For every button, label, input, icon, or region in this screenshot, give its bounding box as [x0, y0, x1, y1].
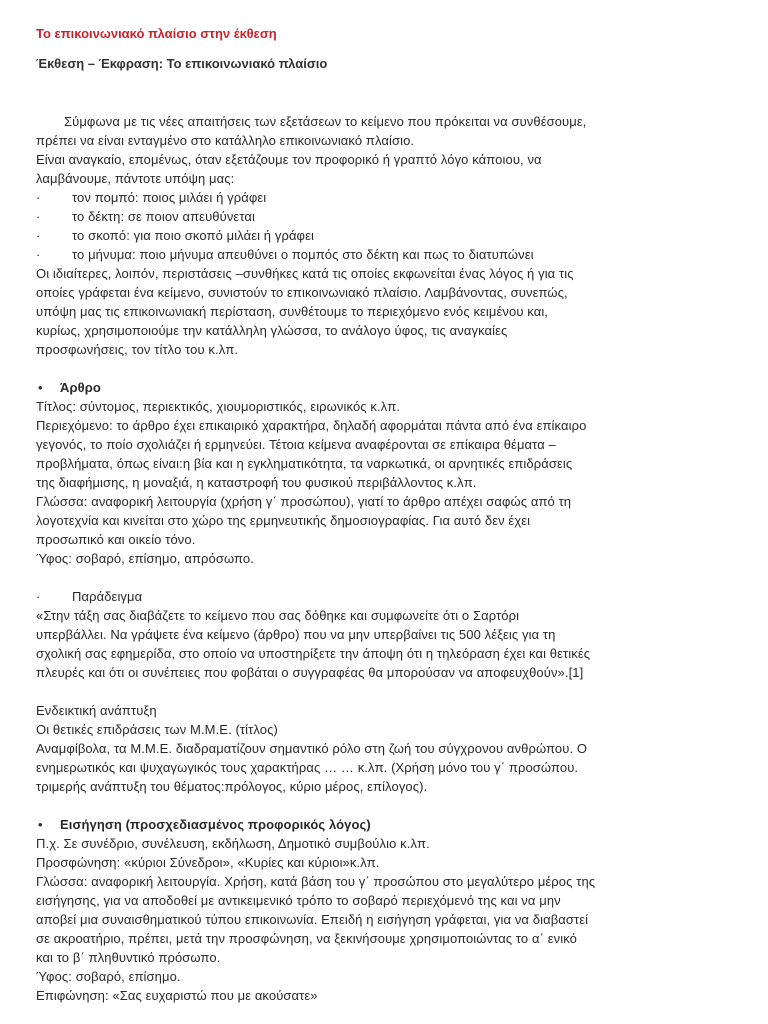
arthro-line: Γλώσσα: αναφορική λειτουργία (χρήση γ΄ προσώπου), γιατί το άρθρο απέχει σαφώς από τη [36, 494, 572, 509]
development-line: ενημερωτικός και ψυχαγωγικός τους χαρακτήρας … … κ.λπ. (Χρήση μόνο του γ΄ προσώπου. [36, 760, 579, 775]
arthro-line: Περιεχόμενο: το άρθρο έχει επικαιρικό χαρακτήρα, δηλαδή αφορμάται πάντα από ένα επίκαιρο [36, 418, 587, 433]
intro-paragraph-line: Οι ιδιαίτερες, λοιπόν, περιστάσεις –συνθήκες κατά τις οποίες εκφωνείται ένας λόγος ή για τις [36, 266, 574, 281]
list-item-text: το μήνυμα: ποιο μήνυμα απευθύνει ο πομπός στο δέκτη και πως το διατυπώνει [72, 247, 534, 262]
eisigisi-line: αποβεί μια συναισθηματικού τύπου επικοινωνία. Επειδή η εισήγηση γράφεται, για να διαβαστεί [36, 912, 589, 927]
arthro-line: γεγονός, το ποίο σχολιάζει ή ερμηνεύει. Τέτοια κείμενα αναφέρονται σε επίκαιρα θέματα – [36, 437, 556, 452]
example-line: πλευρές και ότι οι συνέπειες που φοβάται ο συγγραφέας θα μπορούσαν να αποφευχθούν».[1] [36, 665, 584, 680]
example-heading [36, 587, 746, 606]
intro-paragraph-line: προσφωνήσεις, τον τίτλο του κ.λπ. [36, 342, 239, 357]
section-heading-eisigisi [36, 815, 746, 834]
bullet-icon: · [36, 209, 41, 224]
example-line: «Στην τάξη σας διαβάζετε το κείμενο που σας δόθηκε και συμφωνείτε ότι ο Σαρτόρι [36, 608, 520, 623]
bullet-icon: · [36, 190, 41, 205]
intro-paragraph-line: Είναι αναγκαίο, επομένως, όταν εξετάζουμε τον προφορικό ή γραπτό λόγο κάποιου, να [36, 152, 542, 167]
bullet-icon: • [38, 380, 43, 395]
eisigisi-line: Προσφώνηση: «κύριοι Σύνεδροι», «Κυρίες και κύριοι»κ.λπ. [36, 855, 380, 870]
section-heading-text: Άρθρο [60, 380, 101, 395]
intro-paragraph-line: κυρίως, χρησιμοποιούμε την κατάλληλη γλώσσα, το ανάλογο ύφος, τις αναγκαίες [36, 323, 508, 338]
development-line: Οι θετικές επιδράσεις των Μ.Μ.Ε. (τίτλος) [36, 722, 278, 737]
example-line: σχολική σας εφημερίδα, στο οποίο να υποστηρίξετε την άποψη ότι η τηλεόραση έχει και θετικές [36, 646, 591, 661]
bullet-icon: · [36, 247, 41, 262]
development-line: Ενδεικτική ανάπτυξη [36, 703, 157, 718]
intro-paragraph-line: υπόψη μας τις επικοινωνιακή περίσταση, συνθέτουμε το περιεχόμενο ενός κειμένου και, [36, 304, 549, 319]
eisigisi-line: και το β΄ πληθυντικό πρόσωπο. [36, 950, 221, 965]
list-item-text: τον πομπό: ποιος μιλάει ή γράφει [72, 190, 267, 205]
document-body [36, 112, 746, 1005]
eisigisi-line: Ύφος: σοβαρό, επίσημο. [36, 969, 181, 984]
bullet-icon: · [36, 589, 41, 604]
list-item [36, 226, 746, 245]
list-item-text: το δέκτη: σε ποιον απευθύνεται [72, 209, 255, 224]
list-item [36, 188, 746, 207]
intro-paragraph-line: λαμβάνουμε, πάντοτε υπόψη μας: [36, 171, 235, 186]
arthro-line: λογοτεχνία και κινείται στο χώρο της ερμηνευτικής δημοσιογραφίας. Για αυτό δεν έχει [36, 513, 531, 528]
eisigisi-line: Π.χ. Σε συνέδριο, συνέλευση, εκδήλωση, Δημοτικό συμβούλιο κ.λπ. [36, 836, 430, 851]
page-title: Το επικοινωνιακό πλαίσιο στην έκθεση [36, 26, 277, 41]
arthro-line: της διαφήμισης, η μοναξιά, η καταστροφή του φυσικού περιβάλλοντος κ.λπ. [36, 475, 477, 490]
list-item [36, 245, 746, 264]
intro-paragraph-line: Σύμφωνα με τις νέες απαιτήσεις των εξετάσεων το κείμενο που πρόκειται να συνθέσουμε, [64, 114, 587, 129]
example-heading-text: Παράδειγμα [72, 589, 143, 604]
bullet-icon: • [38, 817, 43, 832]
arthro-line: Ύφος: σοβαρό, επίσημο, απρόσωπο. [36, 551, 254, 566]
eisigisi-line: εισήγησης, για να αποδοθεί με αντικειμενικό τρόπο το σοβαρό περιεχόμενό της και να μην [36, 893, 561, 908]
arthro-line: προβλήματα, όπως είναι:η βία και η εγκληματικότητα, τα ναρκωτικά, οι αρνητικές επιδράσεις [36, 456, 573, 471]
list-item [36, 207, 746, 226]
document-subtitle: Έκθεση – Έκφραση: Το επικοινωνιακό πλαίσιο [36, 56, 328, 71]
arthro-line: Τίτλος: σύντομος, περιεκτικός, χιουμοριστικός, ειρωνικός κ.λπ. [36, 399, 401, 414]
eisigisi-line: σε ακροατήριο, πρέπει, μετά την προσφώνηση, να ξεκινήσουμε χρησιμοποιώντας το α΄ ενικό [36, 931, 577, 946]
arthro-line: προσωπικό και οικείο τόνο. [36, 532, 196, 547]
development-line: τριμερής ανάπτυξη του θέματος:πρόλογος, κύριο μέρος, επίλογος). [36, 779, 428, 794]
intro-paragraph-line: οποίες γράφεται ένα κείμενο, συνιστούν το επικοινωνιακό πλαίσιο. Λαμβάνοντας, συνεπώς, [36, 285, 568, 300]
list-item-text: το σκοπό: για ποιο σκοπό μιλάει ή γράφει [72, 228, 314, 243]
eisigisi-line: Επιφώνηση: «Σας ευχαριστώ που με ακούσατε» [36, 988, 318, 1003]
section-heading-text: Εισήγηση (προσχεδιασμένος προφορικός λόγος) [60, 817, 371, 832]
development-line: Αναμφίβολα, τα Μ.Μ.Ε. διαδραματίζουν σημαντικό ρόλο στη ζωή του σύγχρονου ανθρώπου. Ο [36, 741, 588, 756]
bullet-icon: · [36, 228, 41, 243]
example-line: υπερβάλλει. Να γράψετε ένα κείμενο (άρθρο) που να μην υπερβαίνει τις 500 λέξεις για τη [36, 627, 556, 642]
intro-paragraph-line: πρέπει να είναι ενταγμένο στο κατάλληλο επικοινωνιακό πλαίσιο. [36, 133, 415, 148]
eisigisi-line: Γλώσσα: αναφορική λειτουργία. Χρήση, κατά βάση του γ΄ προσώπου στο μεγαλύτερο μέρος της [36, 874, 596, 889]
section-heading-arthro [36, 378, 746, 397]
